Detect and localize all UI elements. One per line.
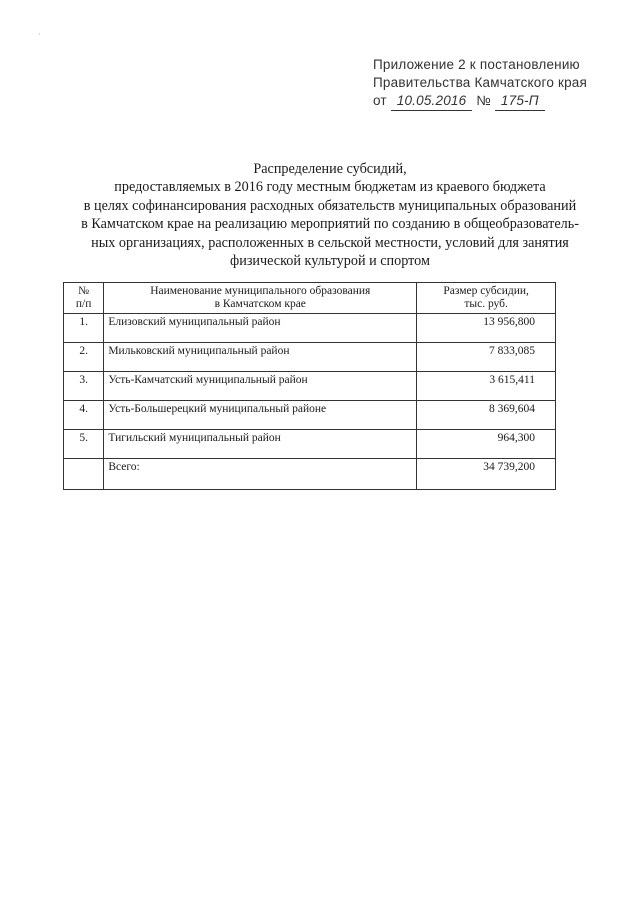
- table-row: [64, 372, 556, 401]
- total-num-empty: [64, 459, 104, 490]
- scan-speck: ·: [38, 30, 41, 39]
- title-line-1: Распределение субсидий,: [253, 161, 407, 177]
- total-amount: 34 739,200: [417, 459, 556, 490]
- table-row: [64, 430, 556, 459]
- row-amount: 13 956,800: [417, 314, 556, 343]
- header-num-line-1: №: [78, 285, 90, 297]
- appendix-header: [373, 56, 623, 111]
- row-num: 1.: [64, 314, 104, 343]
- appendix-line-1: Приложение 2 к постановлению: [373, 57, 580, 72]
- row-num: 2.: [64, 343, 104, 372]
- title-line-6: физической культурой и спортом: [230, 253, 430, 270]
- row-name: Усть-Камчатский муниципальный район: [104, 372, 417, 401]
- title-line-2: предоставляемых в 2016 году местным бюджетам из краевого бюджета: [114, 179, 546, 196]
- table-row: [64, 343, 556, 372]
- header-name: [104, 283, 417, 314]
- number-prefix: №: [476, 93, 491, 108]
- title-line-3: в целях софинансирования расходных обязательств муниципальных образований: [83, 197, 577, 214]
- row-name: Елизовский муниципальный район: [104, 314, 417, 343]
- table-row: [64, 314, 556, 343]
- header-amount-line-1: Размер субсидии,: [443, 285, 529, 297]
- subsidy-table: [63, 282, 556, 490]
- date-value: 10.05.2016: [391, 92, 473, 111]
- row-num: 4.: [64, 401, 104, 430]
- table-header-row: [64, 283, 556, 314]
- number-value: 175-П: [495, 92, 545, 111]
- date-prefix: от: [373, 93, 387, 108]
- total-label: Всего:: [104, 459, 417, 490]
- total-row: [64, 459, 556, 490]
- document-title: [40, 160, 620, 270]
- header-name-line-2: в Камчатском крае: [214, 298, 306, 310]
- table-row: [64, 401, 556, 430]
- row-name: Мильковский муниципальный район: [104, 343, 417, 372]
- row-name: Тигильский муниципальный район: [104, 430, 417, 459]
- title-line-4: в Камчатском крае на реализацию мероприятий по созданию в общеобразователь-: [81, 216, 579, 233]
- row-amount: 8 369,604: [417, 401, 556, 430]
- title-line-5: ных организациях, расположенных в сельской местности, условий для занятия: [91, 234, 569, 251]
- header-num-line-2: п/п: [75, 298, 92, 310]
- appendix-date-line: [373, 92, 623, 111]
- row-amount: 3 615,411: [417, 372, 556, 401]
- row-num: 3.: [64, 372, 104, 401]
- row-name: Усть-Большерецкий муниципальный районе: [104, 401, 417, 430]
- header-amount: [417, 283, 556, 314]
- header-amount-line-2: тыс. руб.: [464, 298, 508, 310]
- row-num: 5.: [64, 430, 104, 459]
- header-num: [64, 283, 104, 314]
- appendix-line-2: Правительства Камчатского края: [373, 75, 588, 90]
- row-amount: 7 833,085: [417, 343, 556, 372]
- header-name-line-1: Наименование муниципального образования: [150, 285, 371, 297]
- row-amount: 964,300: [417, 430, 556, 459]
